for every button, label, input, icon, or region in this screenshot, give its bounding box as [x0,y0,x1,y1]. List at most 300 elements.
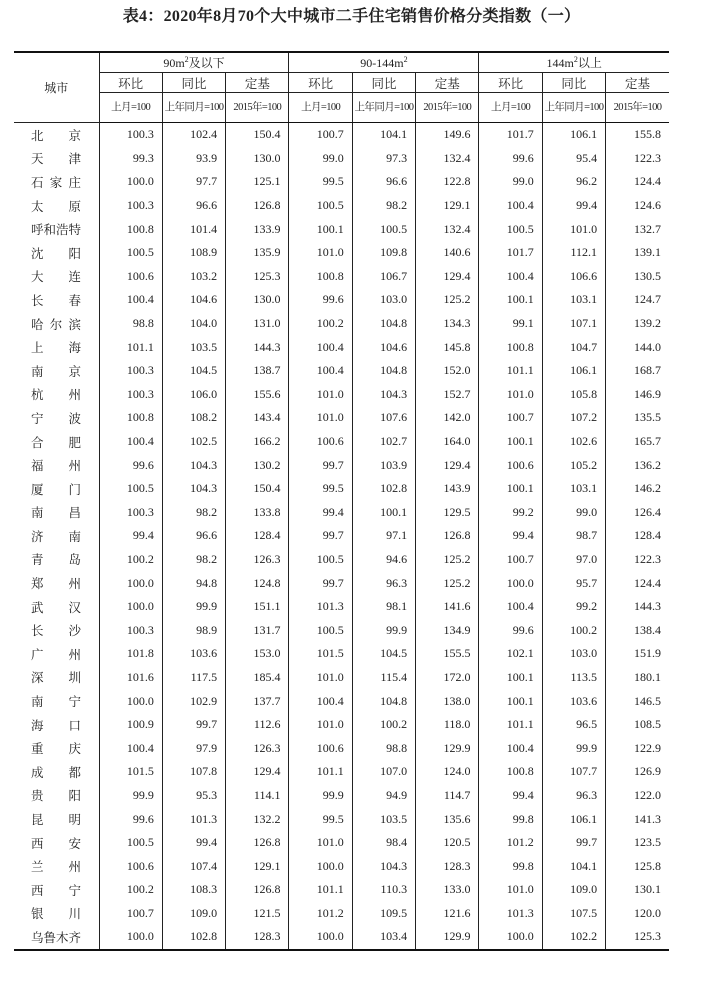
value-cell: 126.4 [606,501,669,525]
value-cell: 155.8 [606,123,669,147]
group-header [99,52,289,73]
value-cell: 99.6 [99,453,162,477]
value-cell: 103.6 [542,689,605,713]
value-cell: 96.3 [352,571,415,595]
value-cell: 132.4 [416,217,479,241]
value-cell: 139.2 [606,312,669,336]
city-cell [14,854,99,878]
value-cell: 141.6 [416,595,479,619]
value-cell: 132.7 [606,217,669,241]
value-cell: 126.9 [606,760,669,784]
value-cell: 100.5 [99,477,162,501]
value-cell: 105.8 [542,383,605,407]
value-cell: 107.0 [352,760,415,784]
value-cell: 126.3 [226,736,289,760]
value-cell: 130.2 [226,453,289,477]
value-cell: 101.8 [99,642,162,666]
value-cell: 99.9 [99,784,162,808]
value-cell: 126.8 [226,831,289,855]
sub-header: 同比 [162,73,225,93]
value-cell: 99.7 [162,713,225,737]
group-header [289,52,479,73]
value-cell: 100.5 [99,831,162,855]
sub-header: 环比 [99,73,162,93]
city-name: 海口 [31,718,81,733]
value-cell: 103.5 [162,335,225,359]
value-cell: 99.4 [99,524,162,548]
value-cell: 104.5 [352,642,415,666]
value-cell: 144.3 [226,335,289,359]
value-cell: 101.5 [99,760,162,784]
value-cell: 117.5 [162,666,225,690]
value-cell: 96.6 [162,524,225,548]
value-cell: 113.5 [542,666,605,690]
value-cell: 101.3 [479,902,542,926]
value-cell: 133.9 [226,217,289,241]
city-cell [14,288,99,312]
value-cell: 100.5 [289,194,352,218]
value-cell: 100.6 [99,854,162,878]
value-cell: 125.2 [416,548,479,572]
value-cell: 103.1 [542,477,605,501]
value-cell: 100.1 [352,501,415,525]
city-name: 哈尔滨 [31,317,81,332]
value-cell: 126.3 [226,548,289,572]
value-cell: 129.9 [416,925,479,950]
value-cell: 97.0 [542,548,605,572]
value-cell: 166.2 [226,430,289,454]
value-cell: 104.3 [352,854,415,878]
city-cell [14,194,99,218]
value-cell: 129.4 [416,265,479,289]
value-cell: 107.1 [542,312,605,336]
city-cell [14,571,99,595]
value-cell: 101.0 [289,666,352,690]
value-cell: 150.4 [226,477,289,501]
value-cell: 125.3 [226,265,289,289]
base-header: 上月=100 [289,93,352,123]
sub-header: 定基 [226,73,289,93]
value-cell: 132.2 [226,807,289,831]
value-cell: 124.8 [226,571,289,595]
value-cell: 94.8 [162,571,225,595]
value-cell: 98.1 [352,595,415,619]
value-cell: 103.5 [352,807,415,831]
value-cell: 102.6 [542,430,605,454]
value-cell: 138.4 [606,618,669,642]
table-row [14,571,669,595]
value-cell: 150.4 [226,123,289,147]
value-cell: 99.4 [542,194,605,218]
table-row [14,831,669,855]
value-cell: 99.6 [479,147,542,171]
value-cell: 100.8 [479,760,542,784]
value-cell: 98.2 [162,548,225,572]
value-cell: 100.4 [479,194,542,218]
value-cell: 100.7 [99,902,162,926]
value-cell: 99.0 [289,147,352,171]
value-cell: 99.6 [99,807,162,831]
value-cell: 126.8 [226,194,289,218]
value-cell: 104.3 [162,453,225,477]
table-row [14,501,669,525]
value-cell: 104.8 [352,689,415,713]
value-cell: 94.6 [352,548,415,572]
value-cell: 99.1 [479,312,542,336]
value-cell: 102.7 [352,430,415,454]
base-header: 上年同月=100 [352,93,415,123]
value-cell: 101.5 [289,642,352,666]
value-cell: 101.0 [542,217,605,241]
value-cell: 101.3 [162,807,225,831]
value-cell: 100.8 [479,335,542,359]
value-cell: 152.7 [416,383,479,407]
value-cell: 104.8 [352,312,415,336]
value-cell: 129.1 [226,854,289,878]
value-cell: 106.7 [352,265,415,289]
value-cell: 100.2 [99,878,162,902]
value-cell: 99.3 [99,147,162,171]
sub-header: 环比 [479,73,542,93]
city-name: 兰州 [31,860,81,875]
table-row [14,359,669,383]
table-row [14,430,669,454]
value-cell: 146.2 [606,477,669,501]
value-cell: 101.1 [479,359,542,383]
table-row [14,170,669,194]
value-cell: 106.6 [542,265,605,289]
city-cell [14,265,99,289]
city-name: 长春 [31,293,81,308]
value-cell: 133.8 [226,501,289,525]
value-cell: 129.5 [416,501,479,525]
value-cell: 108.9 [162,241,225,265]
table-row [14,312,669,336]
value-cell: 100.0 [289,925,352,950]
value-cell: 104.7 [542,335,605,359]
city-cell [14,595,99,619]
sub-header: 同比 [352,73,415,93]
value-cell: 115.4 [352,666,415,690]
table-row [14,784,669,808]
value-cell: 100.4 [479,595,542,619]
value-cell: 104.1 [352,123,415,147]
value-cell: 144.0 [606,335,669,359]
value-cell: 135.5 [606,406,669,430]
value-cell: 105.2 [542,453,605,477]
group-label-tail: 及以下 [188,56,225,70]
value-cell: 100.4 [289,359,352,383]
value-cell: 99.6 [479,618,542,642]
value-cell: 96.2 [542,170,605,194]
value-cell: 128.3 [416,854,479,878]
value-cell: 129.1 [416,194,479,218]
value-cell: 97.9 [162,736,225,760]
value-cell: 101.6 [99,666,162,690]
city-cell [14,217,99,241]
value-cell: 104.3 [162,477,225,501]
value-cell: 130.1 [606,878,669,902]
table-row [14,925,669,950]
value-cell: 107.7 [542,760,605,784]
table-row [14,618,669,642]
value-cell: 97.3 [352,147,415,171]
group-label-tail: 以上 [577,56,602,70]
base-header: 上年同月=100 [542,93,605,123]
base-header: 2015年=100 [606,93,669,123]
value-cell: 109.0 [542,878,605,902]
value-cell: 102.2 [542,925,605,950]
value-cell: 100.0 [99,170,162,194]
value-cell: 129.9 [416,736,479,760]
value-cell: 136.2 [606,453,669,477]
group-label-sup: 2 [573,55,578,64]
value-cell: 133.0 [416,878,479,902]
table-row [14,265,669,289]
value-cell: 145.8 [416,335,479,359]
value-cell: 125.3 [606,925,669,950]
value-cell: 100.8 [99,406,162,430]
value-cell: 144.3 [606,595,669,619]
value-cell: 99.8 [479,807,542,831]
table-row [14,383,669,407]
value-cell: 137.7 [226,689,289,713]
base-header: 上月=100 [99,93,162,123]
value-cell: 104.6 [162,288,225,312]
value-cell: 102.4 [162,123,225,147]
value-cell: 128.3 [226,925,289,950]
value-cell: 152.0 [416,359,479,383]
value-cell: 100.0 [99,595,162,619]
value-cell: 102.5 [162,430,225,454]
value-cell: 125.8 [606,854,669,878]
table-row [14,760,669,784]
city-cell [14,878,99,902]
value-cell: 180.1 [606,666,669,690]
value-cell: 122.3 [606,548,669,572]
city-cell [14,760,99,784]
value-cell: 100.0 [99,925,162,950]
city-cell [14,430,99,454]
value-cell: 106.1 [542,123,605,147]
city-name: 重庆 [31,742,81,757]
value-cell: 114.1 [226,784,289,808]
value-cell: 100.1 [479,288,542,312]
value-cell: 130.0 [226,288,289,312]
value-cell: 103.1 [542,288,605,312]
city-name: 石家庄 [31,175,81,190]
value-cell: 130.5 [606,265,669,289]
value-cell: 101.0 [289,406,352,430]
value-cell: 100.0 [99,689,162,713]
value-cell: 100.2 [352,713,415,737]
city-name: 呼和浩特 [31,223,82,238]
value-cell: 112.6 [226,713,289,737]
price-index-table [14,51,669,951]
value-cell: 155.5 [416,642,479,666]
city-cell [14,501,99,525]
sub-header: 定基 [606,73,669,93]
value-cell: 104.6 [352,335,415,359]
city-cell [14,618,99,642]
value-cell: 168.7 [606,359,669,383]
value-cell: 112.1 [542,241,605,265]
value-cell: 107.8 [162,760,225,784]
city-name: 太原 [31,199,81,214]
value-cell: 129.4 [226,760,289,784]
city-cell [14,312,99,336]
value-cell: 102.1 [479,642,542,666]
table-row [14,524,669,548]
value-cell: 104.8 [352,359,415,383]
city-cell [14,123,99,147]
sub-header: 定基 [416,73,479,93]
city-name: 南昌 [31,506,81,521]
value-cell: 125.1 [226,170,289,194]
value-cell: 95.4 [542,147,605,171]
table-row [14,288,669,312]
value-cell: 146.9 [606,383,669,407]
value-cell: 99.7 [289,571,352,595]
value-cell: 100.5 [289,548,352,572]
city-name: 合肥 [31,435,81,450]
value-cell: 101.7 [479,123,542,147]
city-cell [14,147,99,171]
value-cell: 96.6 [162,194,225,218]
value-cell: 124.7 [606,288,669,312]
city-name: 郑州 [31,577,81,592]
value-cell: 99.8 [479,854,542,878]
group-label: 90-144m [360,55,404,70]
value-cell: 99.7 [542,831,605,855]
value-cell: 126.8 [226,878,289,902]
city-cell [14,170,99,194]
table-row [14,807,669,831]
value-cell: 129.4 [416,453,479,477]
value-cell: 141.3 [606,807,669,831]
value-cell: 101.0 [289,383,352,407]
value-cell: 100.0 [479,571,542,595]
value-cell: 94.9 [352,784,415,808]
value-cell: 100.4 [99,288,162,312]
value-cell: 108.3 [162,878,225,902]
value-cell: 98.7 [542,524,605,548]
group-label-sup: 2 [184,55,189,64]
city-name: 长沙 [31,624,81,639]
value-cell: 143.9 [416,477,479,501]
value-cell: 123.5 [606,831,669,855]
value-cell: 100.4 [99,430,162,454]
city-name: 成都 [31,765,81,780]
table-row [14,335,669,359]
base-header: 2015年=100 [416,93,479,123]
value-cell: 100.3 [99,359,162,383]
value-cell: 100.2 [99,548,162,572]
value-cell: 100.3 [99,618,162,642]
value-cell: 100.8 [289,265,352,289]
value-cell: 100.1 [479,430,542,454]
value-cell: 100.0 [289,854,352,878]
value-cell: 100.3 [99,383,162,407]
value-cell: 121.5 [226,902,289,926]
value-cell: 134.9 [416,618,479,642]
value-cell: 100.3 [99,194,162,218]
value-cell: 101.0 [289,831,352,855]
value-cell: 100.4 [289,335,352,359]
value-cell: 120.5 [416,831,479,855]
value-cell: 103.0 [542,642,605,666]
city-name: 大连 [31,270,81,285]
value-cell: 124.4 [606,170,669,194]
city-cell [14,383,99,407]
city-name: 西宁 [31,883,81,898]
value-cell: 122.9 [606,736,669,760]
value-cell: 106.1 [542,807,605,831]
value-cell: 151.1 [226,595,289,619]
value-cell: 103.0 [352,288,415,312]
value-cell: 101.1 [99,335,162,359]
city-name: 福州 [31,459,81,474]
value-cell: 100.1 [479,477,542,501]
value-cell: 124.0 [416,760,479,784]
value-cell: 99.9 [289,784,352,808]
city-name: 乌鲁木齐 [31,930,82,945]
value-cell: 99.4 [479,784,542,808]
value-cell: 138.0 [416,689,479,713]
city-name: 上海 [31,341,81,356]
group-label-sup: 2 [403,54,408,64]
value-cell: 100.1 [289,217,352,241]
table-row [14,548,669,572]
table-row [14,453,669,477]
value-cell: 120.0 [606,902,669,926]
value-cell: 98.8 [352,736,415,760]
value-cell: 101.7 [479,241,542,265]
value-cell: 96.6 [352,170,415,194]
value-cell: 138.7 [226,359,289,383]
city-name: 宁波 [31,411,81,426]
city-name: 杭州 [31,388,81,403]
city-cell [14,453,99,477]
value-cell: 122.0 [606,784,669,808]
value-cell: 102.9 [162,689,225,713]
value-cell: 102.8 [352,477,415,501]
city-name: 武汉 [31,600,81,615]
value-cell: 99.4 [162,831,225,855]
table-row [14,642,669,666]
value-cell: 100.7 [289,123,352,147]
value-cell: 126.8 [416,524,479,548]
value-cell: 109.0 [162,902,225,926]
value-cell: 97.7 [162,170,225,194]
city-name: 昆明 [31,813,81,828]
city-cell [14,642,99,666]
value-cell: 103.6 [162,642,225,666]
value-cell: 109.8 [352,241,415,265]
value-cell: 104.5 [162,359,225,383]
city-name: 西安 [31,836,81,851]
group-header [479,52,669,73]
value-cell: 101.0 [289,241,352,265]
value-cell: 98.2 [352,194,415,218]
city-cell [14,524,99,548]
table-row [14,878,669,902]
city-cell [14,689,99,713]
city-cell [14,831,99,855]
value-cell: 99.9 [542,736,605,760]
sub-header: 同比 [542,73,605,93]
city-cell [14,807,99,831]
